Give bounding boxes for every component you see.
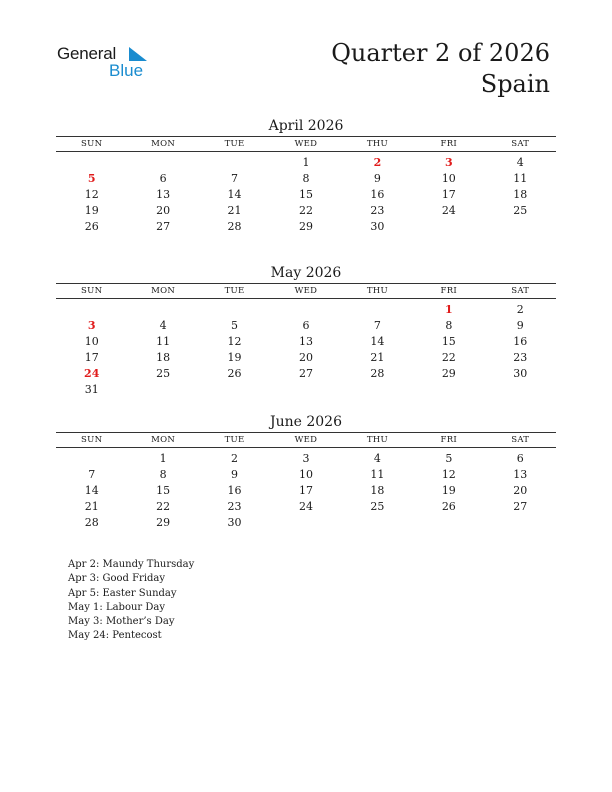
day-cell: 12	[84, 187, 99, 201]
logo-general-text: General	[57, 44, 117, 63]
day-cell: 19	[84, 203, 99, 217]
day-cell: 28	[370, 366, 385, 380]
week-row	[56, 498, 556, 514]
day-cell: 7	[373, 318, 381, 332]
day-cell: 7	[231, 171, 239, 185]
weekday-header: MON	[151, 435, 176, 445]
day-cell: 25	[513, 203, 528, 217]
day-cell: 6	[302, 318, 310, 332]
weekday-header: TUE	[224, 286, 245, 296]
day-cell: 17	[298, 483, 313, 497]
weekday-header: FRI	[440, 435, 458, 445]
week-row	[56, 154, 556, 170]
title-country: Spain	[480, 70, 550, 98]
day-cell: 27	[513, 499, 528, 513]
holiday-item: May 24: Pentecost	[68, 630, 162, 642]
title-quarter: Quarter 2 of 2026	[331, 39, 550, 67]
month-name: June 2026	[269, 414, 342, 430]
day-cell: 2	[516, 302, 524, 316]
day-cell: 1	[159, 451, 167, 465]
week-row	[56, 186, 556, 202]
day-cell: 5	[231, 318, 239, 332]
day-cell: 23	[513, 350, 528, 364]
day-cell: 25	[370, 499, 385, 513]
day-cell: 19	[227, 350, 242, 364]
day-cell: 8	[159, 467, 167, 481]
day-cell: 23	[370, 203, 385, 217]
weekday-header-row	[56, 136, 556, 152]
day-cell: 30	[227, 515, 242, 529]
week-row	[56, 349, 556, 365]
day-cell: 6	[159, 171, 167, 185]
day-cell: 15	[441, 334, 456, 348]
day-cell: 8	[445, 318, 453, 332]
day-cell: 2	[231, 451, 239, 465]
day-cell: 24	[298, 499, 313, 513]
week-row	[56, 365, 556, 381]
weekday-header: SUN	[81, 139, 103, 149]
weekday-header-row	[56, 283, 556, 299]
day-cell: 22	[298, 203, 313, 217]
day-cell: 17	[84, 350, 99, 364]
day-cell: 14	[84, 483, 99, 497]
day-cell: 24	[84, 366, 100, 380]
day-cell: 9	[231, 467, 239, 481]
weekday-header: MON	[151, 139, 176, 149]
month-grid	[56, 450, 556, 530]
day-cell: 1	[444, 302, 453, 316]
logo-triangle-icon	[127, 47, 147, 61]
holiday-item: Apr 5: Easter Sunday	[68, 587, 177, 599]
month-may	[56, 264, 556, 397]
weekday-header: THU	[366, 139, 388, 149]
day-cell: 23	[227, 499, 242, 513]
day-cell: 29	[441, 366, 456, 380]
day-cell: 30	[370, 219, 385, 233]
day-cell: 29	[156, 515, 171, 529]
weekday-header: FRI	[440, 286, 458, 296]
day-cell: 10	[84, 334, 99, 348]
day-cell: 27	[298, 366, 313, 380]
weekday-header: SUN	[81, 286, 103, 296]
weekday-header: WED	[294, 286, 318, 296]
week-row	[56, 317, 556, 333]
weekday-header: THU	[366, 286, 388, 296]
week-row	[56, 333, 556, 349]
day-cell: 4	[373, 451, 381, 465]
month-grid	[56, 154, 556, 234]
weekday-header: TUE	[224, 139, 245, 149]
day-cell: 10	[441, 171, 456, 185]
day-cell: 19	[441, 483, 456, 497]
week-row	[56, 218, 556, 234]
week-row	[56, 466, 556, 482]
day-cell: 5	[87, 171, 96, 185]
day-cell: 31	[84, 382, 99, 396]
week-row	[56, 482, 556, 498]
holiday-item: Apr 2: Maundy Thursday	[68, 559, 195, 570]
weekday-header: TUE	[224, 435, 245, 445]
weekday-header: MON	[151, 286, 176, 296]
day-cell: 16	[513, 334, 528, 348]
day-cell: 30	[513, 366, 528, 380]
month-name: May 2026	[270, 265, 342, 281]
day-cell: 21	[370, 350, 385, 364]
month-june	[56, 413, 556, 530]
day-cell: 18	[513, 187, 528, 201]
day-cell: 18	[370, 483, 385, 497]
day-cell: 22	[156, 499, 171, 513]
day-cell: 1	[302, 155, 310, 169]
logo-blue-text: Blue	[109, 61, 144, 80]
day-cell: 20	[156, 203, 171, 217]
week-row	[56, 202, 556, 218]
day-cell: 8	[302, 171, 310, 185]
day-cell: 12	[441, 467, 456, 481]
day-cell: 11	[370, 467, 385, 481]
day-cell: 4	[159, 318, 167, 332]
day-cell: 15	[298, 187, 313, 201]
weekday-header: FRI	[440, 139, 458, 149]
weekday-header-row	[56, 432, 556, 448]
month-april	[56, 117, 556, 234]
day-cell: 2	[373, 155, 382, 169]
day-cell: 15	[156, 483, 171, 497]
day-cell: 28	[84, 515, 99, 529]
day-cell: 21	[227, 203, 242, 217]
day-cell: 3	[87, 318, 96, 332]
week-row	[56, 381, 556, 397]
day-cell: 13	[298, 334, 313, 348]
day-cell: 18	[156, 350, 171, 364]
day-cell: 14	[227, 187, 242, 201]
day-cell: 26	[441, 499, 456, 513]
day-cell: 29	[298, 219, 313, 233]
day-cell: 27	[156, 219, 171, 233]
brand-logo	[57, 44, 157, 84]
day-cell: 12	[227, 334, 242, 348]
holiday-list	[68, 558, 194, 644]
holiday-item: Apr 3: Good Friday	[68, 573, 166, 585]
day-cell: 11	[513, 171, 528, 185]
day-cell: 6	[516, 451, 524, 465]
day-cell: 22	[441, 350, 456, 364]
weekday-header: SAT	[511, 139, 530, 149]
day-cell: 28	[227, 219, 242, 233]
month-name: April 2026	[268, 118, 344, 134]
day-cell: 9	[373, 171, 381, 185]
day-cell: 9	[516, 318, 524, 332]
day-cell: 26	[84, 219, 99, 233]
page-title	[331, 38, 550, 100]
day-cell: 25	[156, 366, 171, 380]
day-cell: 13	[156, 187, 171, 201]
day-cell: 4	[516, 155, 524, 169]
week-row	[56, 301, 556, 317]
weekday-header: WED	[294, 435, 318, 445]
day-cell: 16	[227, 483, 242, 497]
weekday-header: SUN	[81, 435, 103, 445]
weekday-header: WED	[294, 139, 318, 149]
day-cell: 7	[88, 467, 96, 481]
day-cell: 21	[84, 499, 99, 513]
day-cell: 14	[370, 334, 385, 348]
day-cell: 3	[302, 451, 310, 465]
week-row	[56, 514, 556, 530]
week-row	[56, 450, 556, 466]
day-cell: 10	[298, 467, 313, 481]
day-cell: 20	[513, 483, 528, 497]
day-cell: 26	[227, 366, 242, 380]
day-cell: 3	[444, 155, 453, 169]
day-cell: 24	[441, 203, 456, 217]
holiday-item: May 1: Labour Day	[68, 601, 165, 613]
day-cell: 5	[445, 451, 453, 465]
weekday-header: SAT	[511, 286, 530, 296]
weekday-header: THU	[366, 435, 388, 445]
day-cell: 13	[513, 467, 528, 481]
weekday-header: SAT	[511, 435, 530, 445]
day-cell: 11	[156, 334, 171, 348]
holiday-item: May 3: Mother’s Day	[68, 616, 175, 628]
day-cell: 17	[441, 187, 456, 201]
day-cell: 20	[298, 350, 313, 364]
month-grid	[56, 301, 556, 397]
day-cell: 16	[370, 187, 385, 201]
week-row	[56, 170, 556, 186]
